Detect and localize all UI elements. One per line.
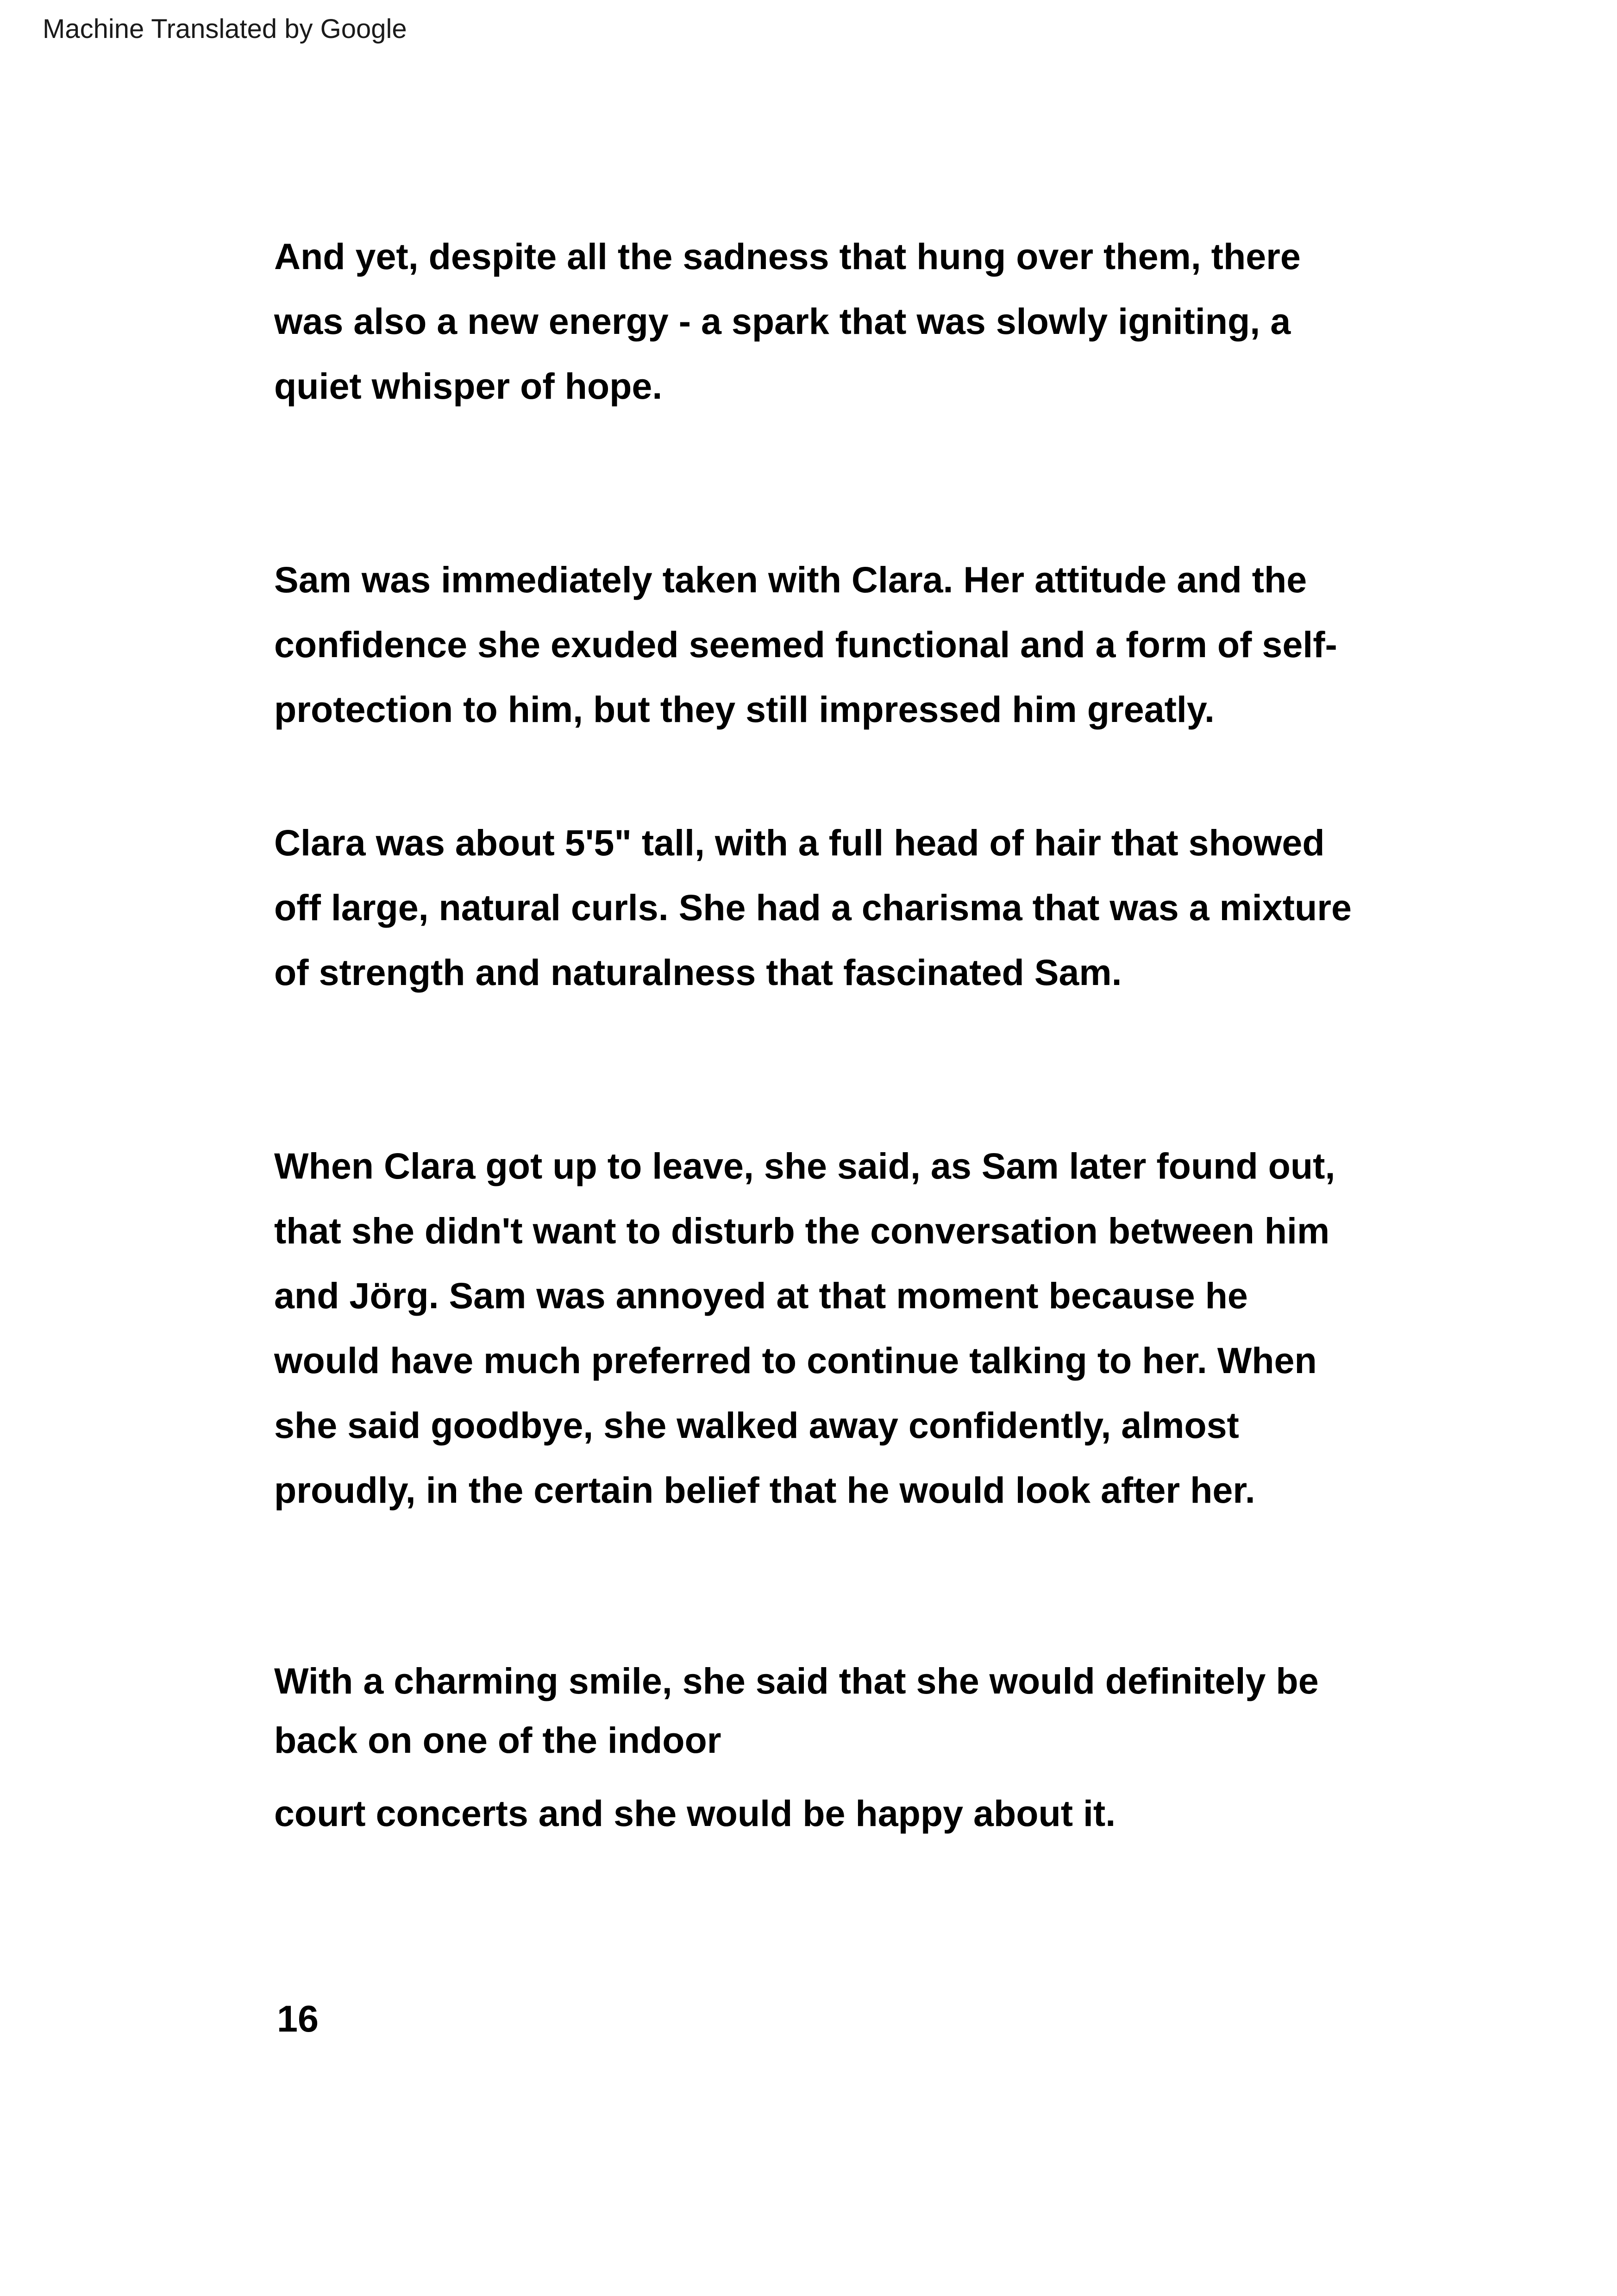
paragraph-sam-impressed bbox=[274, 547, 1404, 742]
paragraph-line: And yet, despite all the sadness that hung over them, there bbox=[274, 236, 1301, 277]
paragraph-line: that she didn't want to disturb the conversation between him bbox=[274, 1210, 1330, 1251]
paragraph-line: Clara was about 5'5" tall, with a full head of hair that showed bbox=[274, 822, 1325, 863]
paragraph-clara-description bbox=[274, 810, 1404, 1005]
paragraph-line: off large, natural curls. She had a charisma that was a mixture bbox=[274, 887, 1352, 928]
paragraph-clara-leaves bbox=[274, 1134, 1404, 1523]
paragraph-line: she said goodbye, she walked away confidently, almost bbox=[274, 1405, 1239, 1446]
paragraph-line: would have much preferred to continue talking to her. When bbox=[274, 1340, 1317, 1381]
paragraph-line: proudly, in the certain belief that he would look after her. bbox=[274, 1469, 1255, 1511]
paragraph-line: of strength and naturalness that fascinated Sam. bbox=[274, 952, 1122, 993]
paragraph-line: Sam was immediately taken with Clara. Her attitude and the bbox=[274, 559, 1307, 600]
paragraph-line: quiet whisper of hope. bbox=[274, 365, 663, 407]
paragraph-line: When Clara got up to leave, she said, as Sam later found out, bbox=[274, 1145, 1335, 1186]
paragraph-line: was also a new energy - a spark that was slowly igniting, a bbox=[274, 301, 1291, 342]
paragraph-hope bbox=[274, 224, 1404, 419]
paragraph-line: court concerts and she would be happy about it. bbox=[274, 1793, 1116, 1834]
paragraph-line: confidence she exuded seemed functional and a form of self- bbox=[274, 624, 1337, 665]
machine-translation-watermark: Machine Translated by Google bbox=[43, 14, 407, 44]
paragraph-line: and Jörg. Sam was annoyed at that moment because he bbox=[274, 1275, 1248, 1316]
paragraph-line: With a charming smile, she said that she would definitely be bbox=[274, 1660, 1319, 1701]
paragraph-charming-smile bbox=[274, 1651, 1404, 1843]
page-number: 16 bbox=[277, 1998, 319, 2040]
paragraph-line: back on one of the indoor bbox=[274, 1719, 721, 1761]
paragraph-line: protection to him, but they still impressed him greatly. bbox=[274, 689, 1215, 730]
